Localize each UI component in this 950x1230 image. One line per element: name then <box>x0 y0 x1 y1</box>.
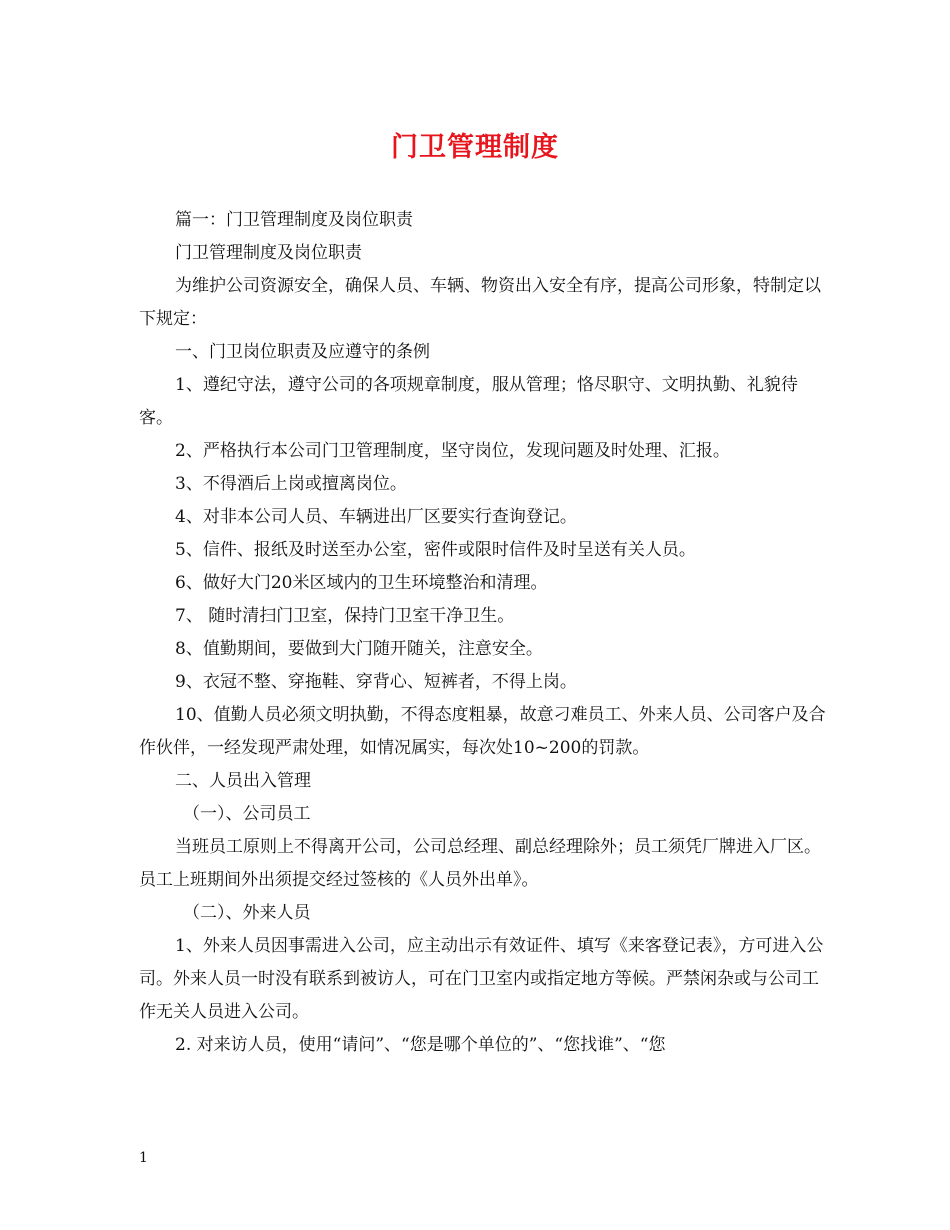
list-item: 9、衣冠不整、穿拖鞋、穿背心、短裤者，不得上岗。 <box>175 672 577 692</box>
list-item: 1、外来人员因事需进入公司，应主动出示有效证件、填写《来客登记表》，方可进入公司。外来人员一时没有联系到被访人，可在门卫室内或指定地方等候。严禁闲杂或与公司工作无关人员进入公司。 <box>139 936 824 1022</box>
paragraph: 为维护公司资源安全，确保人员、车辆、物资出入安全有序，提高公司形象，特制定以下规定： <box>139 276 821 329</box>
list-item: 2、严格执行本公司门卫管理制度，坚守岗位，发现问题及时处理、汇报。 <box>175 441 730 461</box>
paragraph: 当班员工原则上不得离开公司，公司总经理、副总经理除外；员工须凭厂牌进入厂区。员工上班期间外出须提交经过签核的《人员外出单》。 <box>139 837 821 890</box>
subsection-heading: （二）、外来人员 <box>183 903 311 923</box>
document-body <box>139 204 829 1062</box>
list-item: 7、 随时清扫门卫室，保持门卫室干净卫生。 <box>175 606 515 626</box>
section-heading: 二、人员出入管理 <box>175 771 311 791</box>
section-heading: 篇一：门卫管理制度及岗位职责 <box>175 210 413 230</box>
page-number: 1 <box>139 1150 148 1166</box>
list-item: 1、遵纪守法，遵守公司的各项规章制度，服从管理；恪尽职守、文明执勤、礼貌待客。 <box>139 375 798 428</box>
section-heading: 一、门卫岗位职责及应遵守的条例 <box>175 342 430 362</box>
list-item: 3、不得酒后上岗或擅离岗位。 <box>175 474 407 494</box>
list-item: 5、信件、报纸及时送至办公室，密件或限时信件及时呈送有关人员。 <box>175 540 696 560</box>
list-item: 4、对非本公司人员、车辆进出厂区要实行查询登记。 <box>175 507 577 527</box>
subsection-heading: （一）、公司员工 <box>183 804 311 824</box>
page-title: 门卫管理制度 <box>391 132 559 163</box>
list-item: 6、做好大门20米区域内的卫生环境整治和清理。 <box>175 573 548 593</box>
list-item: 2. 对来访人员，使用“请问”、“您是哪个单位的”、“您找谁”、“您 <box>175 1035 666 1055</box>
list-item: 10、值勤人员必须文明执勤，不得态度粗暴，故意刁难员工、外来人员、公司客户及合作伙伴，一经发现严肃处理，如情况属实，每次处10~200的罚款。 <box>139 705 826 758</box>
list-item: 8、值勤期间，要做到大门随开随关，注意安全。 <box>175 639 543 659</box>
paragraph: 门卫管理制度及岗位职责 <box>175 243 362 263</box>
